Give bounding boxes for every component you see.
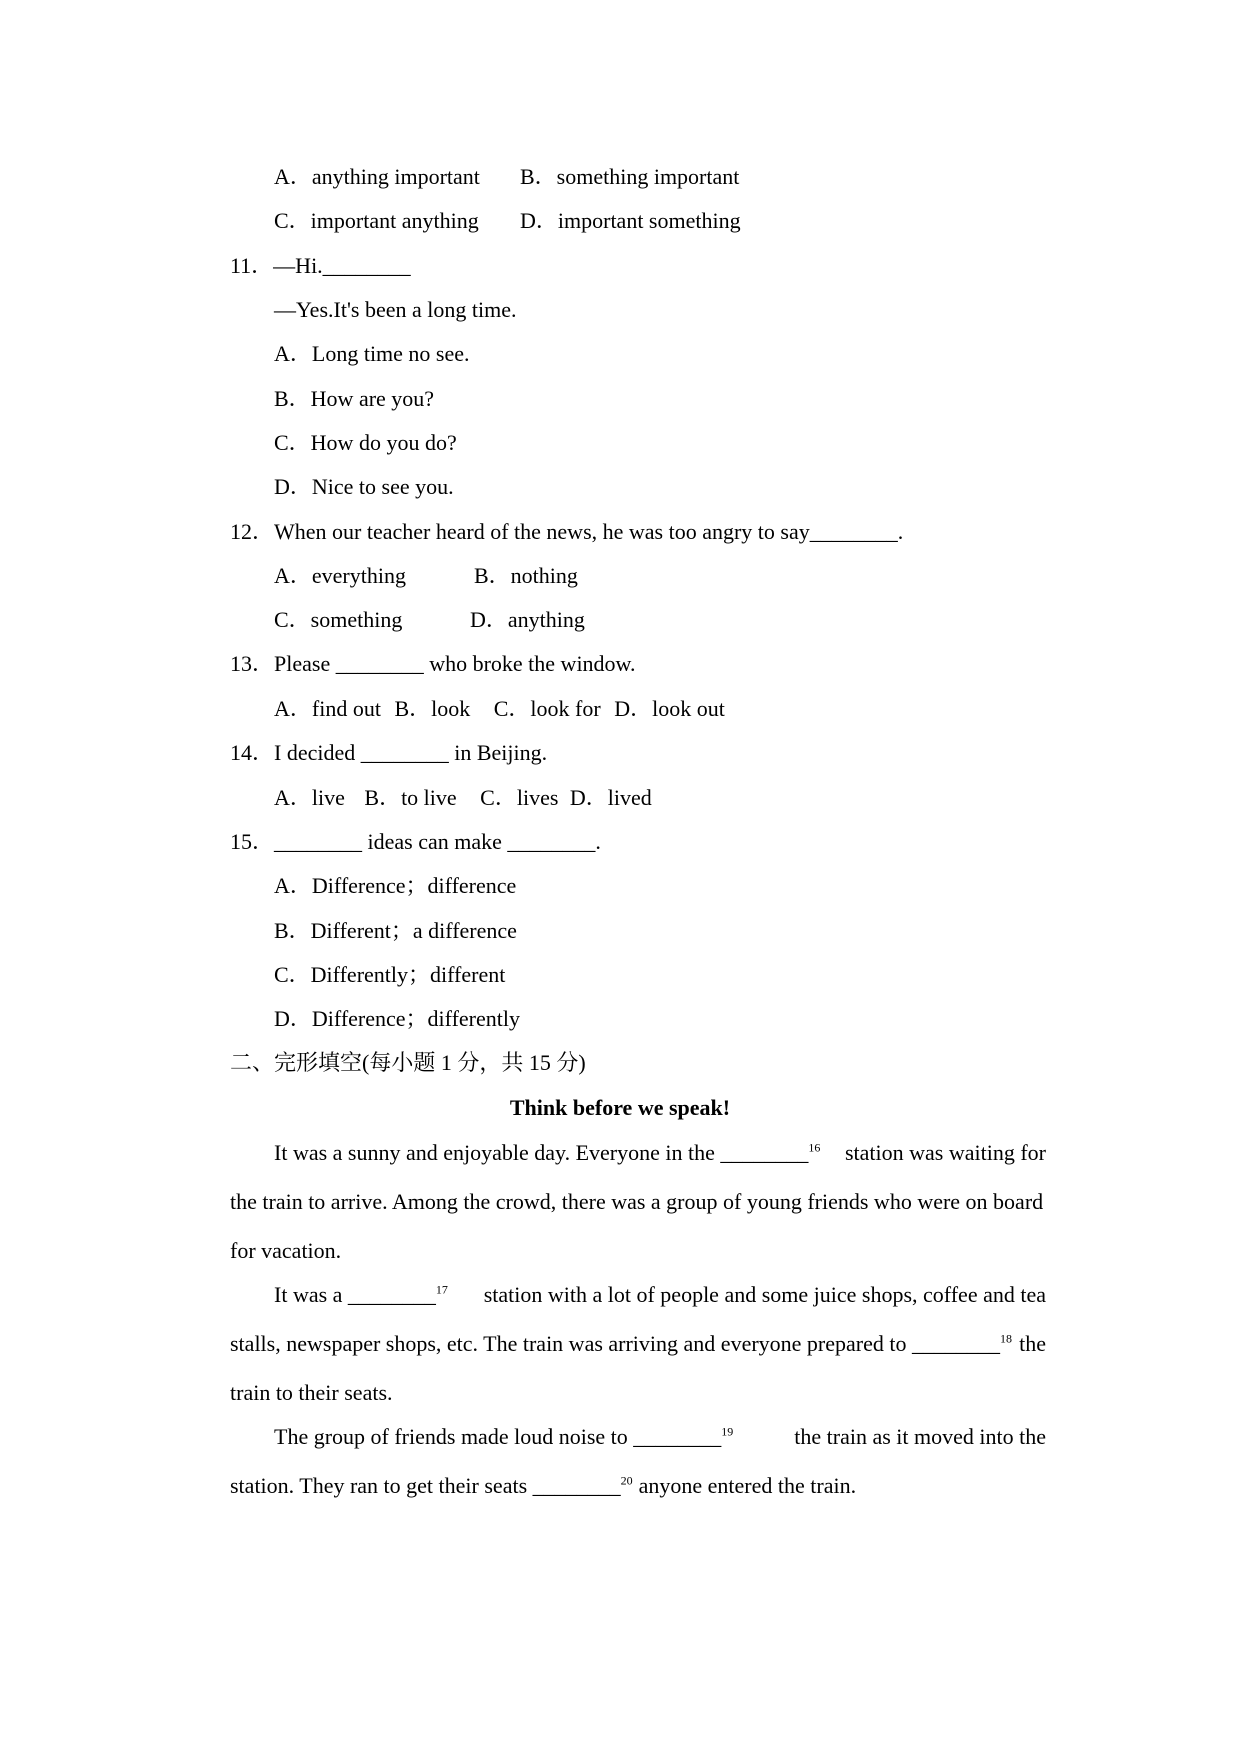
q13-option-b: B．look: [394, 696, 471, 721]
q13-option-c: C．look for: [493, 696, 601, 721]
q11-option-b: B．How are you?: [274, 386, 435, 411]
passage-text: The group of friends made loud noise to ________: [274, 1424, 722, 1449]
passage-text: the: [1019, 1331, 1046, 1356]
blank-number-16: 16: [808, 1140, 821, 1155]
q15-option-a: A．Difference；difference: [274, 873, 517, 898]
q13-stem: 13．Please ________ who broke the window.: [230, 651, 636, 676]
q14-option-c: C．lives: [480, 785, 559, 810]
q11-option-a: A．Long time no see.: [274, 341, 470, 366]
passage-text: station. They ran to get their seats ________: [230, 1473, 621, 1498]
passage-text: train to their seats.: [230, 1380, 393, 1405]
q11-option-c: C．How do you do?: [274, 430, 457, 455]
section-heading: 二、完形填空(每小题 1 分，共 15 分): [230, 1050, 586, 1075]
paragraph-line: [230, 1424, 1046, 1473]
passage-text: It was a ________: [274, 1282, 436, 1307]
q12-option-b: B．nothing: [474, 563, 578, 588]
paragraph-line: [230, 1282, 1046, 1331]
passage-text: It was a sunny and enjoyable day. Everyone in the ________: [274, 1140, 809, 1165]
paragraph-line: [230, 1380, 1046, 1429]
q14-stem: 14．I decided ________ in Beijing.: [230, 740, 548, 765]
q10-option-d: D．important something: [520, 208, 741, 233]
q14-option-b: B．to live: [364, 785, 457, 810]
passage-text: the train to arrive. Among the crowd, there was a group of young friends who were on board: [230, 1189, 1044, 1214]
q14-option-a: A．live: [274, 785, 345, 810]
q13-option-a: A．find out: [274, 696, 381, 721]
paragraph-line: [230, 1238, 1046, 1287]
q15-option-d: D．Difference；differently: [274, 1006, 520, 1031]
paragraph-line: [230, 1473, 1046, 1522]
passage-title: Think before we speak!: [509, 1095, 731, 1120]
q13-options: [274, 696, 725, 722]
passage-text: stalls, newspaper shops, etc. The train was arriving and everyone prepared to ________: [230, 1331, 1000, 1356]
q12-stem: 12．When our teacher heard of the news, he was too angry to say________.: [230, 519, 904, 544]
blank-number-17: 17: [435, 1282, 448, 1297]
q14-options: [274, 785, 652, 811]
passage-text: station was waiting for: [844, 1140, 1046, 1165]
q15-stem: 15．________ ideas can make ________.: [230, 829, 601, 854]
passage-paragraph-3: [230, 1424, 1046, 1522]
q10-option-c: C．important anything: [274, 208, 479, 233]
passage-paragraph-2: [230, 1282, 1046, 1429]
blank-number-20: 20: [620, 1473, 633, 1488]
paragraph-line: [230, 1189, 1046, 1238]
paragraph-line: [230, 1331, 1046, 1380]
q10-option-a: A．anything important: [274, 164, 480, 189]
q11-option-d: D．Nice to see you.: [274, 474, 454, 499]
blank-number-18: 18: [999, 1331, 1012, 1346]
q15-option-b: B．Different；a difference: [274, 918, 517, 943]
q13-option-d: D．look out: [614, 696, 725, 721]
q12-option-d: D．anything: [470, 607, 585, 632]
q11-stem: 11．—Hi.________: [230, 253, 411, 278]
passage-paragraph-1: [230, 1140, 1046, 1287]
q12-option-c: C．something: [274, 607, 403, 632]
q12-option-a: A．everything: [274, 563, 406, 588]
paragraph-line: [230, 1140, 1046, 1189]
q15-option-c: C．Differently；different: [274, 962, 506, 987]
q11-reply: —Yes.It's been a long time.: [274, 297, 517, 322]
passage-text: station with a lot of people and some juice shops, coffee and tea: [483, 1282, 1046, 1307]
passage-text: the train as it moved into the: [794, 1424, 1046, 1449]
passage-text: for vacation.: [230, 1238, 342, 1263]
q14-option-d: D．lived: [569, 785, 652, 810]
q10-option-b: B．something important: [520, 164, 740, 189]
blank-number-19: 19: [721, 1424, 734, 1439]
passage-text: anyone entered the train.: [638, 1473, 857, 1498]
